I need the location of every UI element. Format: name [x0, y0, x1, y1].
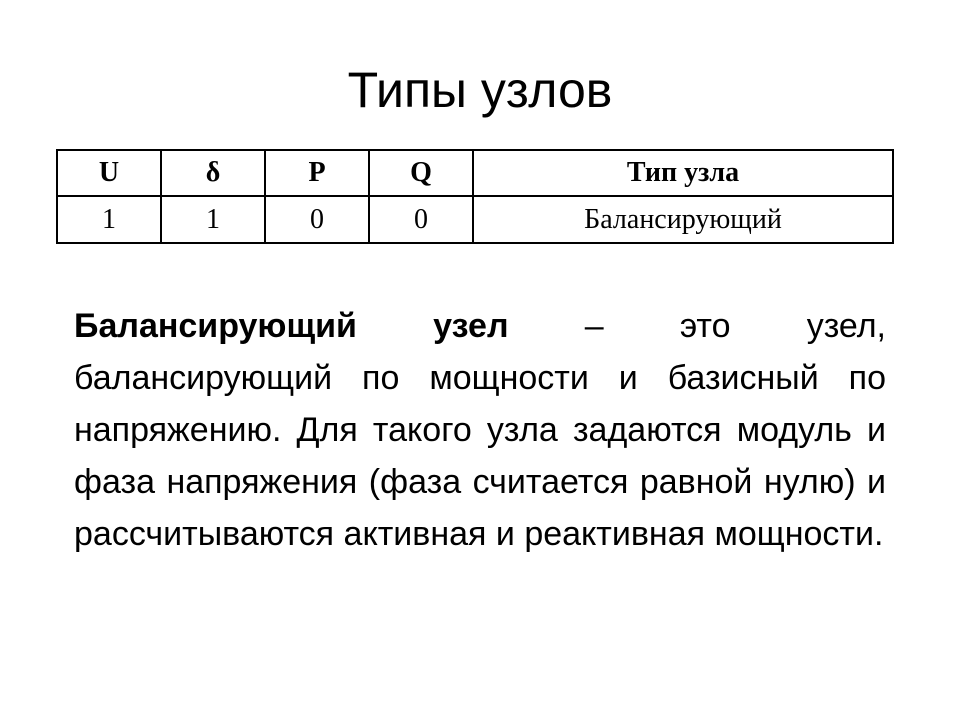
definition-text: – это узел, балансирующий по мощности и базисный по напряжению. Для такого узла задаются модуль и фаза напряжения (фаза считается равной нулю) и рассчитываются активная и реактивная мощности.: [74, 307, 886, 553]
table-header-q: Q: [369, 150, 473, 196]
table-header-node-type: Тип узла: [473, 150, 893, 196]
table-cell-node-type: Балансирующий: [473, 196, 893, 243]
table-header-delta: δ: [161, 150, 265, 196]
definition-paragraph: [74, 300, 886, 560]
table-cell-u: 1: [57, 196, 161, 243]
table-row: [57, 196, 893, 243]
table-cell-p: 0: [265, 196, 369, 243]
table-header-row: [57, 150, 893, 196]
table-header-u: U: [57, 150, 161, 196]
table-header-p: P: [265, 150, 369, 196]
table-cell-delta: 1: [161, 196, 265, 243]
definition-term: Балансирующий узел: [74, 307, 509, 345]
slide-title: Типы узлов: [347, 62, 613, 118]
node-types-table: [56, 149, 894, 244]
table-cell-q: 0: [369, 196, 473, 243]
